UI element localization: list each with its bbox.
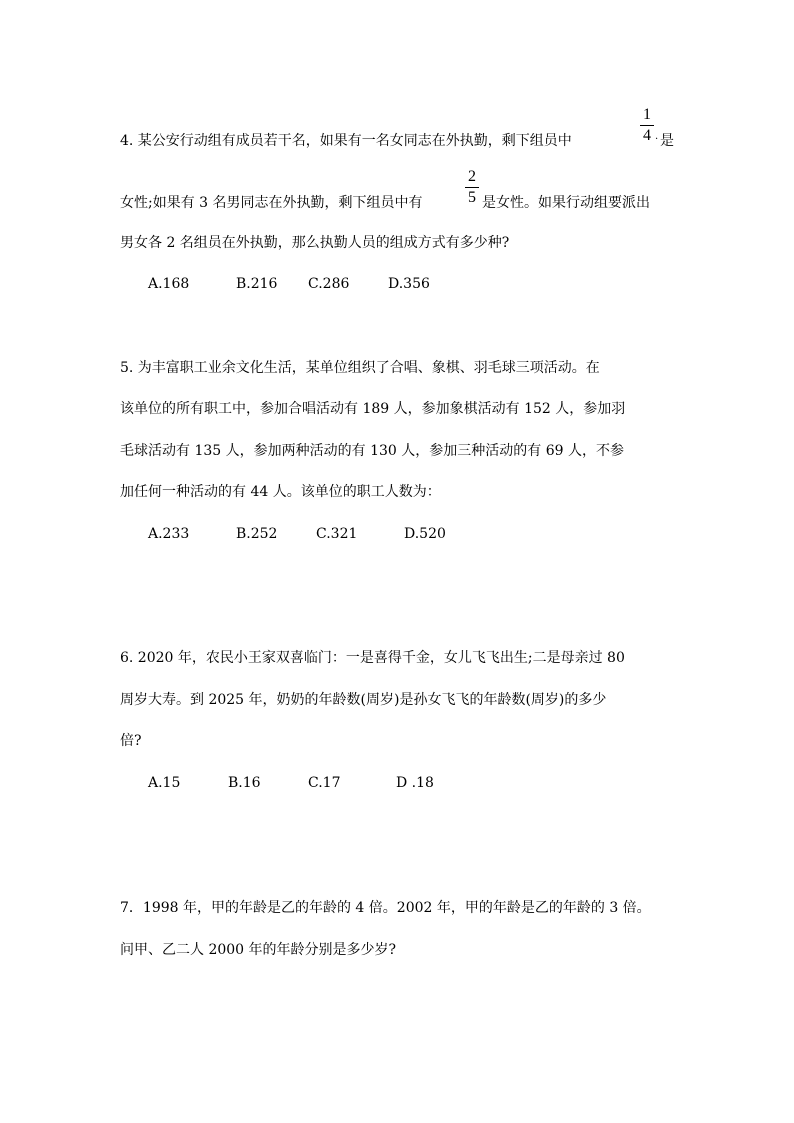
q5-line-4: 加任何一种活动的有 44 人。该单位的职工人数为： xyxy=(120,484,441,500)
q4-fraction-1-dot: . xyxy=(655,131,659,142)
q6-line-3: 倍? xyxy=(120,733,142,749)
q5-line-2: 该单位的所有职工中，参加合唱活动有 189 人，参加象棋活动有 152 人，参加羽 xyxy=(120,401,626,417)
q4-option-d: D.356 xyxy=(388,276,430,292)
q4-line-1-end-text: 是 xyxy=(660,133,674,149)
q4-fraction-2-bar xyxy=(465,187,479,188)
q4-option-a: A.168 xyxy=(148,276,190,292)
q4-line-1-text: 4. 某公安行动组有成员若干名，如果有一名女同志在外执勤，剩下组员中 xyxy=(120,133,572,149)
q6-option-d: D .18 xyxy=(396,775,434,791)
q4-option-b: B.216 xyxy=(236,276,278,292)
q5-option-b: B.252 xyxy=(236,526,278,542)
q4-fraction-1-denominator: 4 xyxy=(643,127,651,144)
q4-fraction-2-numerator: 2 xyxy=(468,168,476,185)
q4-fraction-1-numerator: 1 xyxy=(643,106,651,123)
q7-line-2: 问甲、乙二人 2000 年的年龄分别是多少岁? xyxy=(120,942,397,958)
q4-fraction-two-fifths xyxy=(465,168,479,207)
q5-line-1: 5. 为丰富职工业余文化生活，某单位组织了合唱、象棋、羽毛球三项活动。在 xyxy=(120,360,600,376)
q5-line-3: 毛球活动有 135 人，参加两种活动的有 130 人，参加三种活动的有 69 人，不参 xyxy=(120,443,624,459)
q4-line-3: 男女各 2 名组员在外执勤，那么执勤人员的组成方式有多少种? xyxy=(120,235,510,251)
q6-option-c: C.17 xyxy=(308,775,341,791)
q4-option-c: C.286 xyxy=(308,276,350,292)
q6-option-b: B.16 xyxy=(228,775,261,791)
q4-line-1-end xyxy=(660,131,674,151)
q7-line-1: 7．1998 年，甲的年龄是乙的年龄的 4 倍。2002 年，甲的年龄是乙的年龄的 3 倍。 xyxy=(120,900,651,916)
q5-option-d: D.520 xyxy=(404,526,446,542)
q4-line-2 xyxy=(120,193,423,213)
q5-option-a: A.233 xyxy=(148,526,190,542)
q4-line-2-end-text: 是女性。如果行动组要派出 xyxy=(482,195,650,211)
q5-option-c: C.321 xyxy=(316,526,358,542)
q4-line-2-end xyxy=(482,193,650,213)
q4-fraction-2-denominator: 5 xyxy=(468,189,476,206)
q6-line-1: 6. 2020 年，农民小王家双喜临门：一是喜得千金，女儿飞飞出生;二是母亲过 80 xyxy=(120,650,625,666)
q4-fraction-1-bar xyxy=(640,125,654,126)
q4-line-1 xyxy=(120,131,572,151)
q4-line-2-text: 女性;如果有 3 名男同志在外执勤，剩下组员中有 xyxy=(120,195,423,211)
q6-option-a: A.15 xyxy=(148,775,181,791)
q4-fraction-one-quarter xyxy=(640,106,654,145)
q6-line-2: 周岁大寿。到 2025 年，奶奶的年龄数(周岁)是孙女飞飞的年龄数(周岁)的多少 xyxy=(120,692,607,708)
